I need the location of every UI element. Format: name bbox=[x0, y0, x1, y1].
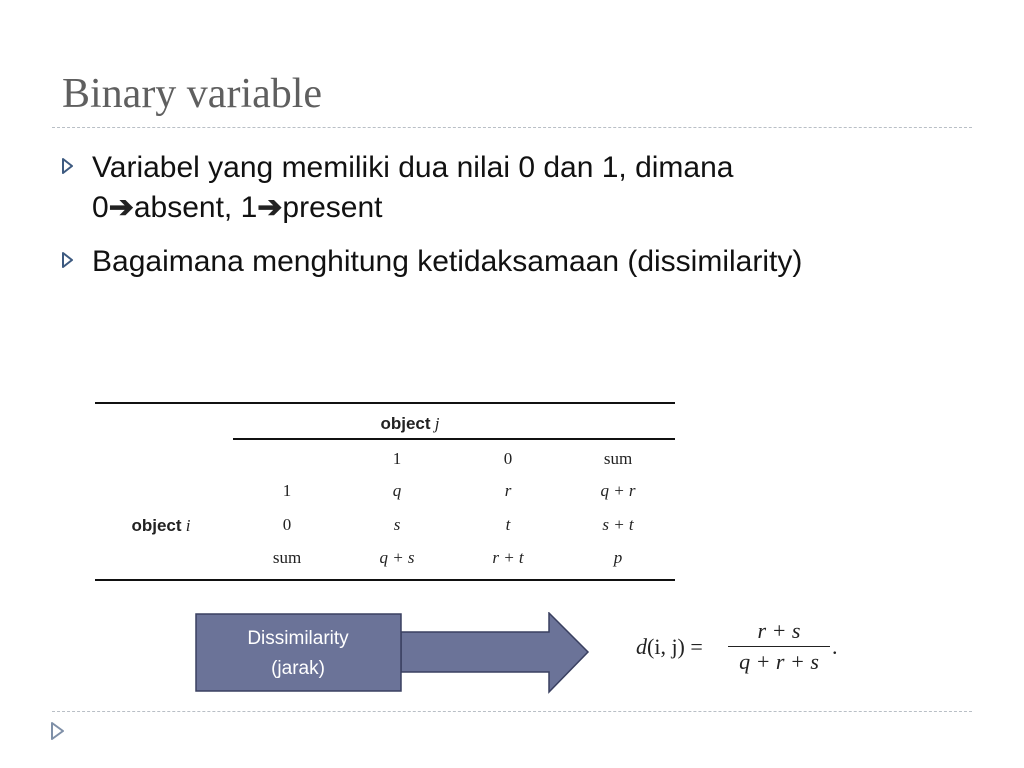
row-group-variable: i bbox=[185, 516, 191, 535]
right-arrow-icon: ➔ bbox=[108, 191, 134, 224]
title-divider bbox=[52, 127, 972, 128]
triangle-bullet-icon bbox=[62, 158, 74, 174]
slide-title: Binary variable bbox=[62, 71, 323, 117]
column-group-variable: j bbox=[434, 414, 440, 433]
triangle-bullet-icon bbox=[62, 252, 74, 268]
table-cell: t bbox=[505, 515, 511, 534]
row-header: sum bbox=[272, 548, 302, 567]
right-arrow-icon: ➔ bbox=[257, 191, 283, 224]
table-cell: r bbox=[504, 481, 512, 500]
triangle-footer-icon bbox=[51, 722, 65, 740]
bullet-text-0: 0 bbox=[92, 191, 109, 224]
contingency-table bbox=[95, 402, 675, 582]
table-bottom-rule bbox=[95, 579, 675, 581]
dissimilarity-arrow bbox=[195, 612, 591, 694]
bullet-text-absent: absent, 1 bbox=[133, 191, 258, 224]
bullet-text-line2 bbox=[92, 188, 962, 228]
formula-args: (i, j) bbox=[647, 634, 685, 659]
column-group-header bbox=[380, 414, 439, 434]
table-cell: q + s bbox=[379, 548, 415, 567]
column-header: 1 bbox=[392, 449, 402, 468]
row-group-label: object bbox=[131, 516, 182, 535]
bullet-item bbox=[62, 242, 962, 282]
footer-divider bbox=[52, 711, 972, 712]
table-cell: q bbox=[392, 481, 402, 500]
formula-equals: = bbox=[690, 634, 703, 659]
formula-numerator: r + s bbox=[757, 618, 801, 643]
table-header-rule bbox=[233, 438, 675, 440]
formula-denominator: q + r + s bbox=[739, 649, 819, 674]
fraction-bar bbox=[728, 646, 830, 647]
bullet-list bbox=[62, 148, 962, 296]
arrow-label-line2: (jarak) bbox=[271, 658, 325, 679]
formula-lhs bbox=[636, 634, 703, 660]
row-header: 1 bbox=[282, 481, 292, 500]
arrow-label-line1: Dissimilarity bbox=[247, 628, 349, 649]
formula-fraction bbox=[728, 618, 830, 675]
table-cell: q + r bbox=[600, 481, 636, 500]
formula-period: . bbox=[832, 634, 838, 659]
table-cell: s + t bbox=[602, 515, 634, 534]
column-header: sum bbox=[603, 449, 633, 468]
bullet-text-present: present bbox=[282, 191, 383, 224]
row-header: 0 bbox=[282, 515, 292, 534]
row-group-header bbox=[131, 516, 190, 536]
bullet-text: Bagaimana menghitung ketidaksamaan (dissimilarity) bbox=[92, 245, 803, 278]
column-group-label: object bbox=[380, 414, 431, 433]
formula-function: d bbox=[636, 634, 647, 659]
bullet-item bbox=[62, 148, 962, 228]
table-cell: r + t bbox=[492, 548, 524, 567]
table-cell: s bbox=[393, 515, 401, 534]
bullet-text-line1: Variabel yang memiliki dua nilai 0 dan 1, dimana bbox=[92, 151, 734, 184]
table-cell: p bbox=[613, 548, 623, 567]
table-top-rule bbox=[95, 402, 675, 404]
column-header: 0 bbox=[503, 449, 513, 468]
